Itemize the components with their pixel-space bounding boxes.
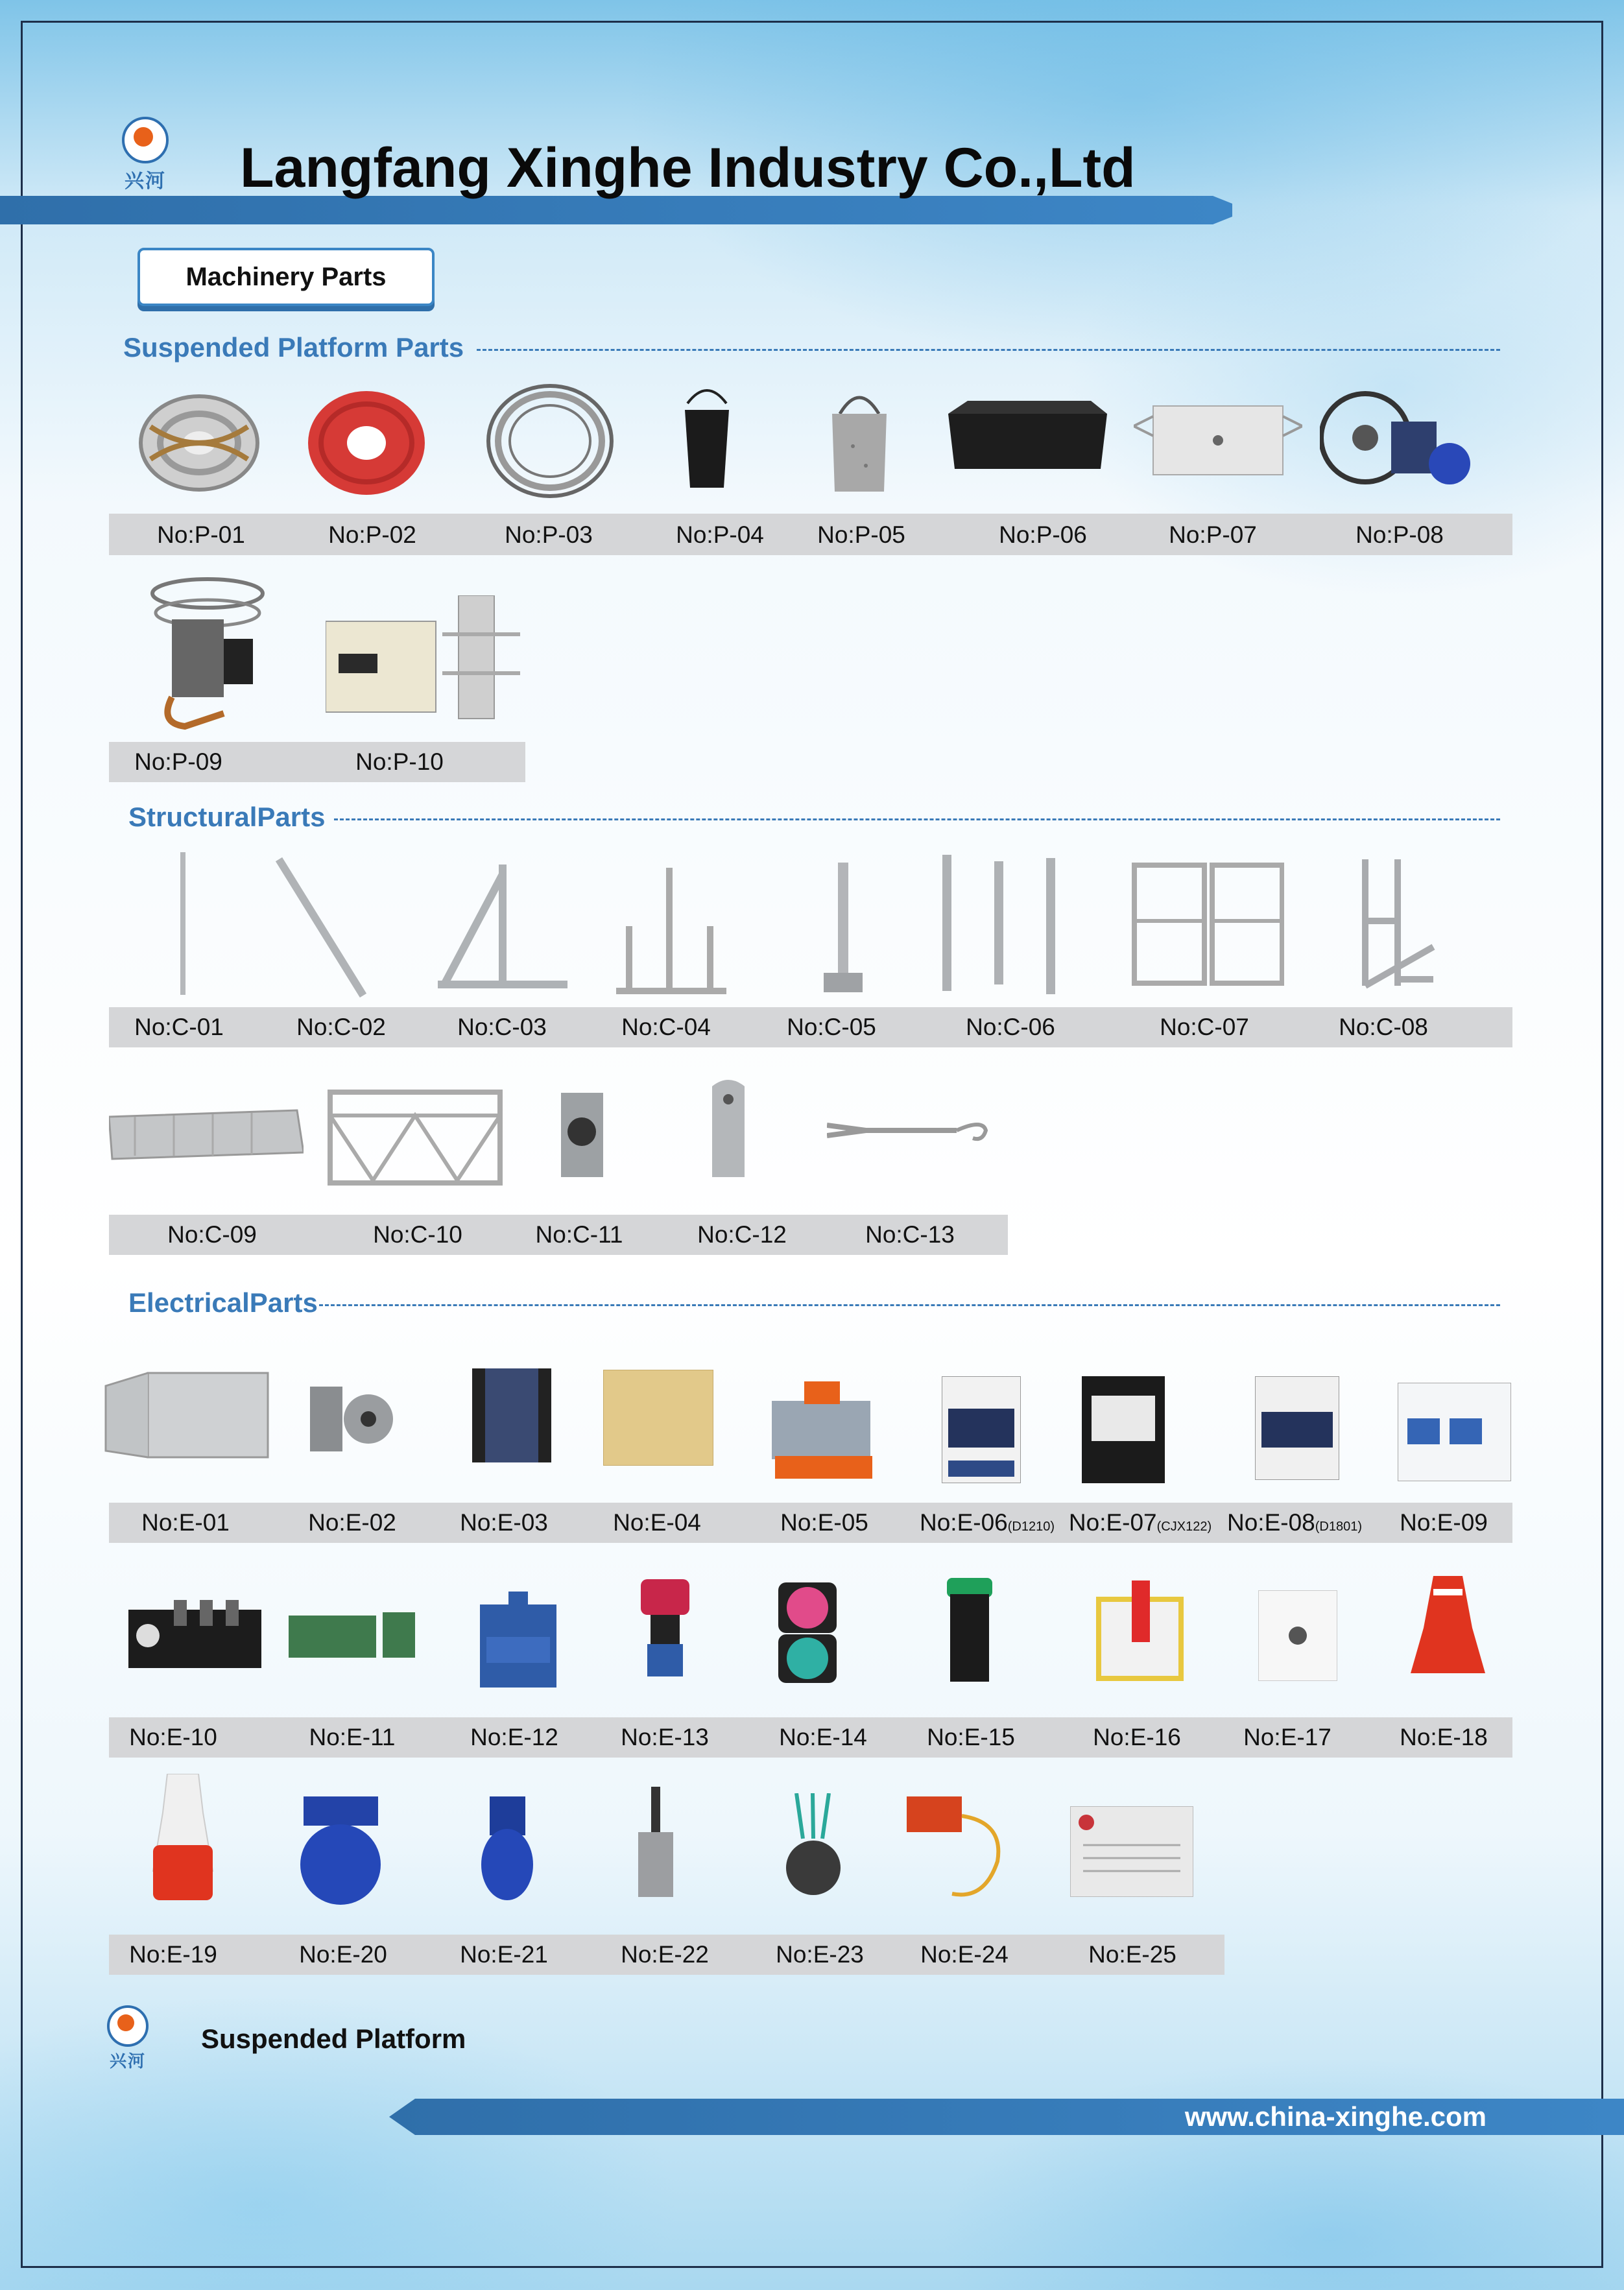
item-label-p05: No:P-05	[817, 521, 905, 548]
section-divider	[334, 818, 1500, 820]
footer-logo	[107, 2005, 149, 2072]
product-image-c11	[555, 1080, 610, 1187]
item-label-c04: No:C-04	[621, 1014, 711, 1040]
product-image-e08	[1255, 1376, 1339, 1480]
item-label-p08: No:P-08	[1355, 521, 1444, 548]
product-image-c04	[610, 868, 730, 994]
item-label-p09: No:P-09	[134, 748, 222, 775]
footer-product-name: Suspended Platform	[201, 2023, 466, 2054]
company-name: Langfang Xinghe Industry Co.,Ltd	[240, 137, 1136, 199]
item-label-c09: No:C-09	[167, 1221, 257, 1248]
product-image-c07	[1132, 863, 1284, 986]
section-title-structural: StructuralParts	[128, 802, 326, 832]
product-image-e24	[907, 1796, 1014, 1907]
item-label-e19: No:E-19	[129, 1941, 217, 1968]
item-label-c01: No:C-01	[134, 1014, 224, 1040]
product-image-e06	[942, 1376, 1021, 1483]
item-label-e06	[920, 1509, 1055, 1536]
product-image-p07	[1134, 397, 1302, 476]
item-label-e22: No:E-22	[621, 1941, 709, 1968]
machinery-parts-button[interactable]: Machinery Parts	[137, 248, 435, 306]
item-label-c12: No:C-12	[697, 1221, 787, 1248]
item-label-e21: No:E-21	[460, 1941, 548, 1968]
item-note-e06: (D1210)	[1007, 1520, 1055, 1534]
product-image-c05	[824, 863, 863, 996]
product-image-p05	[827, 388, 892, 495]
product-image-e07	[1082, 1376, 1165, 1483]
product-image-c13	[827, 1112, 992, 1151]
item-label-p10: No:P-10	[355, 748, 444, 775]
item-label-e18: No:E-18	[1400, 1724, 1488, 1750]
product-image-e15	[947, 1578, 992, 1682]
item-label-e03: No:E-03	[460, 1509, 548, 1536]
item-label-c08: No:C-08	[1339, 1014, 1428, 1040]
product-image-p10	[326, 595, 520, 725]
item-label-c05: No:C-05	[787, 1014, 876, 1040]
item-label-e13: No:E-13	[621, 1724, 709, 1750]
item-label-e15: No:E-15	[927, 1724, 1015, 1750]
item-label-c06: No:C-06	[966, 1014, 1055, 1040]
product-image-e01	[102, 1370, 272, 1461]
product-image-e22	[636, 1787, 676, 1897]
item-label-e10: No:E-10	[129, 1724, 217, 1750]
item-label-e11: No:E-11	[309, 1724, 396, 1750]
product-image-e13	[641, 1579, 689, 1680]
product-image-c08	[1352, 856, 1437, 994]
product-image-c06	[934, 855, 1077, 999]
item-label-p07: No:P-07	[1169, 521, 1257, 548]
footer-logo-text: 兴河	[109, 2051, 146, 2071]
item-label-e07	[1069, 1509, 1212, 1536]
logo-text: 兴河	[125, 171, 166, 192]
product-image-e19	[148, 1774, 218, 1903]
product-image-p08	[1320, 370, 1472, 506]
product-image-e10	[128, 1597, 261, 1675]
product-image-e12	[480, 1592, 556, 1688]
item-note-e07: (CJX122)	[1156, 1520, 1212, 1534]
product-image-e20	[297, 1796, 385, 1907]
product-image-e18	[1407, 1576, 1488, 1688]
item-label-c13: No:C-13	[865, 1221, 955, 1248]
section-divider	[319, 1304, 1500, 1306]
product-image-p02	[305, 388, 428, 498]
label-strip-p-row1	[109, 514, 1512, 555]
item-label-e08	[1227, 1509, 1362, 1536]
item-label-e09: No:E-09	[1400, 1509, 1488, 1536]
product-image-e17	[1258, 1590, 1337, 1681]
item-label-e25: No:E-25	[1088, 1941, 1176, 1968]
product-image-e05	[759, 1372, 883, 1485]
item-label-e24: No:E-24	[920, 1941, 1009, 1968]
item-label-p06: No:P-06	[999, 521, 1087, 548]
item-label-c02: No:C-02	[296, 1014, 386, 1040]
product-image-c10	[328, 1090, 503, 1186]
item-label-e17: No:E-17	[1243, 1724, 1331, 1750]
item-code-e08: No:E-08	[1227, 1509, 1315, 1536]
item-code-e07: No:E-07	[1068, 1509, 1157, 1536]
section-title-suspended: Suspended Platform Parts	[123, 332, 464, 363]
product-image-e04	[603, 1370, 713, 1466]
item-label-c07: No:C-07	[1160, 1014, 1249, 1040]
product-image-p04	[681, 384, 733, 494]
product-image-c09	[109, 1104, 304, 1162]
item-label-c10: No:C-10	[373, 1221, 462, 1248]
product-image-c02	[272, 856, 370, 999]
item-label-e23: No:E-23	[776, 1941, 864, 1968]
product-image-c03	[438, 861, 567, 991]
product-image-e25	[1070, 1806, 1193, 1897]
product-image-e02	[310, 1374, 394, 1464]
product-image-p03	[485, 383, 615, 499]
product-image-e16	[1096, 1580, 1184, 1681]
item-label-e16: No:E-16	[1093, 1724, 1181, 1750]
product-image-e14	[778, 1582, 837, 1683]
product-image-e03	[466, 1365, 558, 1466]
item-label-p01: No:P-01	[157, 521, 245, 548]
item-label-e02: No:E-02	[308, 1509, 396, 1536]
item-label-p04: No:P-04	[676, 521, 764, 548]
item-label-e14: No:E-14	[779, 1724, 867, 1750]
section-divider	[477, 349, 1500, 351]
section-title-electrical: ElectricalParts	[128, 1287, 318, 1318]
product-image-e21	[480, 1796, 535, 1903]
item-label-c11: No:C-11	[535, 1221, 623, 1248]
product-image-c12	[706, 1073, 751, 1180]
product-image-c01	[176, 852, 189, 995]
product-image-p09	[146, 574, 269, 733]
item-label-p02: No:P-02	[328, 521, 416, 548]
item-label-e20: No:E-20	[299, 1941, 387, 1968]
item-label-p03: No:P-03	[505, 521, 593, 548]
item-label-e01: No:E-01	[141, 1509, 230, 1536]
item-label-e05: No:E-05	[780, 1509, 868, 1536]
item-label-e04: No:E-04	[613, 1509, 701, 1536]
item-label-c03: No:C-03	[457, 1014, 547, 1040]
item-note-e08: (D1801)	[1315, 1520, 1362, 1534]
product-image-e23	[783, 1793, 843, 1898]
website-link[interactable]: www.china-xinghe.com	[1184, 2101, 1487, 2132]
product-image-e09	[1398, 1383, 1511, 1481]
product-image-p06	[948, 401, 1107, 472]
item-code-e06: No:E-06	[920, 1509, 1008, 1536]
company-logo	[122, 117, 169, 193]
item-label-e12: No:E-12	[470, 1724, 558, 1750]
product-image-e11	[289, 1612, 415, 1661]
product-image-p01	[137, 388, 261, 498]
